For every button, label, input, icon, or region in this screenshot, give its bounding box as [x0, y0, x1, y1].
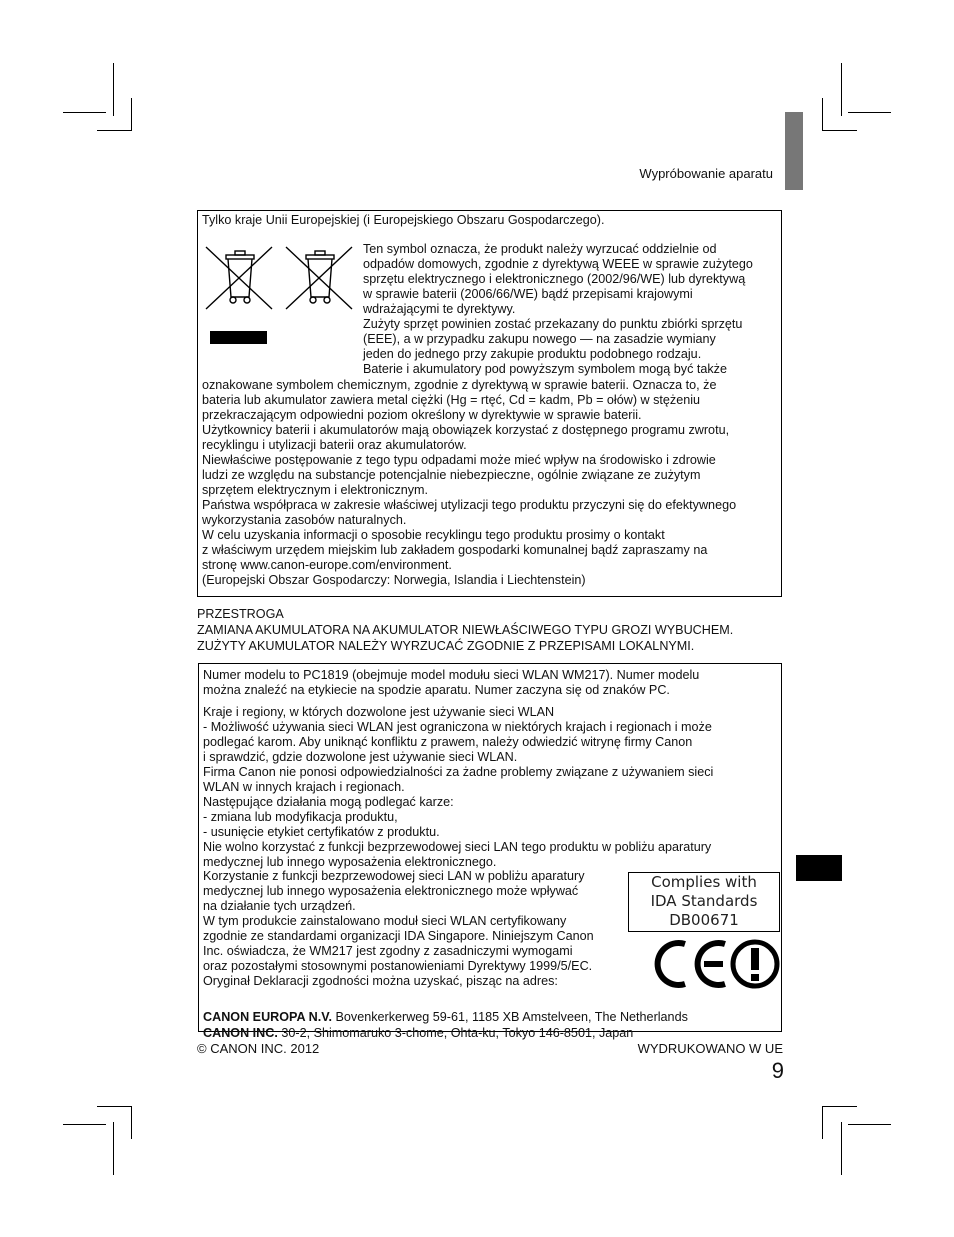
ida-compliance-label — [628, 872, 780, 932]
weee-notice-box — [197, 210, 782, 597]
black-bar-mark — [210, 331, 267, 344]
crop-mark — [848, 112, 891, 113]
caution-line-1: ZAMIANA AKUMULATORA NA AKUMULATOR NIEWŁAŚCIWEGO TYPU GROZI WYBUCHEM. — [197, 623, 734, 637]
crop-mark — [63, 112, 106, 113]
crop-mark — [131, 1106, 132, 1139]
caution-title: PRZESTROGA — [197, 607, 284, 621]
canon-europa-name: CANON EUROPA N.V. — [203, 1010, 332, 1024]
weee-body-text: oznakowane symbolem chemicznym, zgodnie z dyrektywą w sprawie baterii. Oznacza to, że bateria lub akumulator zawiera metal ciężki (Hg = rtęć, Cd = kadm, Pb = ołów) w stężeniu przekraczającym odpowiedni poziom określony w dyrektywie w sprawie baterii. Użytkownicy baterii i akumulatorów mają obowiązek korzystać z dostępnego programu zwrotu, recyklingu i utylizacji baterii oraz akumulatorów. Niewłaściwe postępowanie z tego typu odpadami może mieć wpływ na środowisko i zdrowie ludzi ze względu na substancje potencjalnie niebezpieczne, ogólnie związane ze zużytym sprzętem elektrycznym i elektronicznym. Państwa współpraca w zakresie właściwej utylizacji tego produktu przyczyni się do efektywnego wykorzystania zasobów naturalnych. W celu uzyskania informacji o sposobie recyklingu tego produktu prosimy o kontakt z właściwym urzędem miejskim lub zakładem gospodarki komunalnej bądź zapraszamy na stronę www.canon-europe.com/environment. (Europejski Obszar Gospodarczy: Norwegia, Islandia i Liechtenstein) — [202, 378, 737, 587]
crop-mark — [822, 1106, 857, 1107]
alert-mark-icon — [729, 938, 781, 990]
copyright: © CANON INC. 2012 — [197, 1041, 320, 1056]
crop-mark — [131, 98, 132, 131]
canon-inc-address — [203, 1011, 633, 1041]
ida-line-1: Complies with — [651, 873, 757, 891]
caution-line-2: ZUŻYTY AKUMULATOR NALEŻY WYRZUCAĆ ZGODNIE Z PRZEPISAMI LOKALNYMI. — [197, 639, 695, 653]
canon-inc-street: 30-2, Shimomaruko 3-chome, Ohta-ku, Tokyo 146-8501, Japan — [277, 1026, 634, 1040]
ida-line-3: DB00671 — [669, 911, 739, 929]
caution-block — [197, 606, 787, 654]
canon-inc-name: CANON INC. — [203, 1026, 278, 1040]
crop-mark — [841, 1122, 842, 1175]
crop-mark — [822, 130, 857, 131]
section-tab — [796, 855, 842, 881]
crop-mark — [97, 1106, 132, 1107]
ida-line-2: IDA Standards — [650, 892, 758, 910]
wlan-regions-text: Kraje i regiony, w których dozwolone jest używanie sieci WLAN - Możliwość używania sieci WLAN jest ograniczona w niektórych krajach i regionach i może podlegać karom. Aby uniknąć konfliktu z prawem, należy odwiedzić witrynę firmy Canon i sprawdzić, gdzie dozwolone jest używanie sieci WLAN. Firma Canon nie ponosi odpowiedzialności za żadne problemy związane z używaniem sieci WLAN w innych krajach i regionach. Następujące działania mogą podlegać karze: - zmiana lub modyfikacja produktu, - usunięcie etykiet certyfikatów z produktu. Nie wolno korzystać z funkcji bezprzewodowej sieci LAN tego produktu w pobliżu aparatury medycznej lub innego wyposażenia elektronicznego. — [203, 705, 714, 869]
chapter-tab — [785, 112, 803, 190]
crop-mark — [822, 1106, 823, 1139]
ce-mark-icon — [645, 938, 727, 990]
crop-mark — [113, 1122, 114, 1175]
crop-mark — [63, 1124, 106, 1125]
crop-mark — [822, 98, 823, 131]
crop-mark — [848, 1124, 891, 1125]
printed-in: WYDRUKOWANO W UE — [637, 1041, 783, 1056]
crossed-bin-icon — [204, 245, 276, 311]
canon-europa-street: Bovenkerkerweg 59-61, 1185 XB Amstelveen, The Netherlands — [332, 1010, 688, 1024]
wlan-model-text: Numer modelu to PC1819 (obejmuje model modułu sieci WLAN WM217). Numer modelu można znaleźć na etykiecie na spodzie aparatu. Numer zaczyna się od znaków PC. — [203, 668, 700, 697]
crossed-bin-icon — [284, 245, 356, 311]
crop-mark — [841, 63, 842, 116]
wlan-declaration-text: Korzystanie z funkcji bezprzewodowej sieci LAN w pobliżu aparatury medycznej lub innego wyposażenia elektronicznego może wpływać na działanie tych urządzeń. W tym produkcie zainstalowano moduł sieci WLAN certyfikowany zgodnie ze standardami organizacji IDA Singapore. Niniejszym Canon Inc. oświadcza, że WM217 jest zgodny z zasadniczymi wymogami oraz pozostałymi stosownymi postanowieniami Dyrektywy 1999/5/EC. Oryginał Deklaracji zgodności można uzyskać, pisząc na adres: — [203, 869, 594, 988]
page-header-title: Wypróbowanie aparatu — [639, 166, 773, 181]
page-number: 9 — [771, 1058, 784, 1083]
weee-heading: Tylko kraje Unii Europejskiej (i Europejskiego Obszaru Gospodarczego). — [202, 213, 605, 227]
wlan-notice-box — [198, 663, 782, 1040]
crop-mark — [97, 130, 132, 131]
crop-mark — [113, 63, 114, 116]
weee-symbol-description: Ten symbol oznacza, że produkt należy wyrzucać oddzielnie od odpadów domowych, zgodnie z dyrektywą WEEE w sprawie zużytego sprzętu elektrycznego i elektronicznego (2002/96/WE) lub dyrektywą w sprawie baterii (2006/66/WE) bądź przepisami krajowymi wdrażającymi te dyrektywy. Zużyty sprzęt powinien zostać przekazany do punktu zbiórki sprzętu (EEE), a w przypadku zakupu nowego — na zasadzie wymiany jeden do jednego przy zakupie produktu podobnego rodzaju. Baterie i akumulatory pod powyższym symbolem mogą być także — [363, 242, 753, 376]
